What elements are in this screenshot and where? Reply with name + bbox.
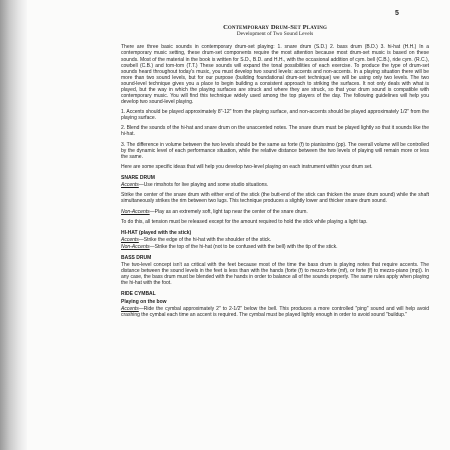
guideline-1	[121, 109, 429, 121]
accents-label: Accents	[121, 236, 139, 243]
page-content	[121, 24, 429, 323]
guideline-3	[121, 142, 429, 160]
bass-paragraph: The two-level concept isn't as critical with the feet because most of the time the bass drum is playing notes that require accents. The distance between the sound levels in the feet is less than with the hands (forte (f) to mezzo-forte (mf), or forte (f) to mezzo-piano (mp)). In any case, the bass drum must be blended with the hands in order to balance all of the sounds properly. The same rules apply when playing the hi-hat with the foot.	[121, 262, 429, 287]
bass-heading: BASS DRUM	[121, 254, 152, 261]
guideline-text: The difference in volume between the two levels should be the same as forte (f) to pianissimo (pp). The overall volume will be controlled by the dynamic level of each performance situation, while the relative distance between the two levels of playing will remain more or less the same.	[121, 141, 429, 160]
hihat-heading: HI-HAT (played with the stick)	[121, 229, 192, 236]
ride-heading: RIDE CYMBAL	[121, 291, 156, 298]
page-title: Contemporary Drum-Set Playing	[223, 24, 327, 31]
snare-heading: SNARE DRUM	[121, 175, 155, 181]
book-page	[27, 0, 450, 450]
snare-tension-paragraph: To do this, all tension must be released except for the amount required to hold the stick while playing a light tap.	[121, 218, 368, 225]
nonaccents-label: Non-Accents	[121, 243, 150, 250]
hihat-accents	[121, 237, 429, 243]
guideline-number: 1.	[121, 109, 126, 116]
book-spine-shadow	[0, 0, 27, 450]
guideline-number: 2.	[121, 125, 126, 132]
accents-text: —Ride the cymbal approximately 2" to 2-1/2" below the bell. This produces a more controlled "ping" sound and will help avoid crashing the cymbal each time an accent is required. The cymbal must be played lightly enough in order to avoid sound "buildup."	[121, 306, 429, 319]
nonaccents-text: —Strike the top of the hi-hat (not to be confused with the bell) with the tip of the stick.	[149, 243, 338, 250]
accents-label: Accents	[121, 306, 139, 313]
guideline-text: Blend the sounds of the hi-hat and snare drum on the unaccented notes. The snare drum must be played lightly so that it sounds like the hi-hat.	[121, 125, 430, 138]
guideline-text: Accents should be played approximately 8"-12" from the playing surface, and non-accents should be played approximately 1/2" from the playing surface.	[121, 109, 429, 122]
hihat-nonaccents	[121, 244, 429, 250]
page-number: 5	[395, 10, 399, 17]
snare-strike-paragraph: Strike the center of the snare drum with either end of the stick (the butt-end of the stick can thicken the snare drum sound) while the shaft simultaneously strikes the rim between two lugs. This technique produces a slightly lower and thicker snare drum sound.	[121, 192, 429, 205]
accents-text: —Use rimshots for live playing and some studio situations.	[138, 182, 269, 189]
ride-subheading: Playing on the bow	[121, 299, 167, 306]
snare-accents	[121, 182, 429, 188]
nonaccents-label: Non-Accents	[121, 208, 150, 215]
specific-intro-paragraph: Here are some specific ideas that will help you develop two-level playing on each instrument within your drum set.	[121, 163, 373, 170]
accents-text: —Strike the edge of the hi-hat with the shoulder of the stick.	[138, 236, 272, 243]
ride-accents	[121, 306, 429, 318]
guideline-2	[121, 125, 429, 137]
guideline-number: 3.	[121, 141, 126, 148]
intro-paragraph: There are three basic sounds in contemporary drum-set playing: 1. snare drum (S.D.) 2. bass drum (B.D.) 3. hi-hat (H.H.) In a contemporary music setting, these drum-set components require the most attention because most drum-set music is based on these sounds. Most of the material in the book is written for S.D., B.D. and H.H., with the occasional addition of cym. bell (C.B.), ride cym. (R.C.), cowbell (C.B.) and tom-tom (T.T.) These sounds will expand the tonal possibilities of each exercise. To produce the type of drum-set sounds heard throughout today's music, you must develop two sound levels: accents and non-accents. In a playing situation there will be more than two sound levels, but for our purpose (building foundational drum-set technique) we will be using only two levels. The two sound-level technique gives you a place to begin building a consistent approach to striking the surfaces. It not only deals with what is played, but the way in which the playing surfaces are struck and where they are struck, so that your drum sound is compatible with contemporary music. You will find this technique widely used among the top players of the day. The following guidelines will help you develop two sound-level playing.	[121, 44, 429, 105]
accents-label: Accents	[121, 182, 139, 189]
page-subtitle: Development of Two Sound Levels	[236, 31, 314, 37]
nonaccents-text: —Play as an extremely soft, light tap near the center of the snare drum.	[149, 208, 308, 215]
snare-nonaccents	[121, 209, 429, 215]
